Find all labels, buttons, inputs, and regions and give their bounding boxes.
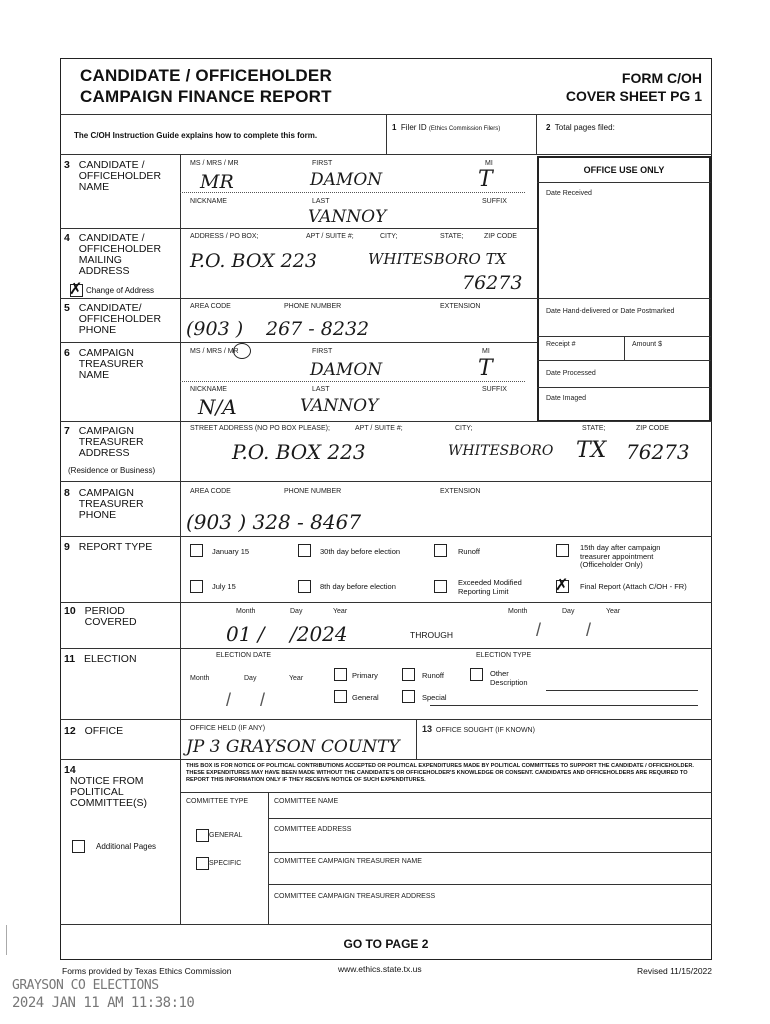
exceeded-limit-label: Exceeded Modified Reporting Limit: [458, 578, 522, 596]
specific-committee-label: SPECIFIC: [209, 860, 242, 867]
8th-day-checkbox[interactable]: [298, 580, 311, 593]
jan15-checkbox[interactable]: [190, 544, 203, 557]
committee-address-label: COMMITTEE ADDRESS: [274, 826, 352, 833]
filer-id-sub: (Ethics Commission Filers): [428, 126, 501, 132]
office-sought-text: OFFICE SOUGHT (IF KNOWN): [435, 727, 535, 734]
s10-to-year-label: Year: [606, 608, 621, 615]
s4-city-state-value: WHITESBORO TX: [368, 250, 507, 268]
total-pages-num: 2: [546, 123, 551, 132]
s5-phone-label: PHONE NUMBER: [284, 303, 342, 310]
election-date-label: ELECTION DATE: [216, 652, 272, 659]
office-sought-label: [422, 724, 535, 734]
s3-first-value: DAMON: [310, 170, 383, 190]
30th-day-checkbox[interactable]: [298, 544, 311, 557]
section-9-text: REPORT TYPE: [78, 541, 153, 553]
additional-pages-label: Additional Pages: [96, 842, 157, 851]
section-5-label: [64, 303, 176, 336]
imaged-label: Date Imaged: [546, 395, 587, 402]
s7-zip-label: ZIP CODE: [636, 425, 669, 432]
form-title-line1: CANDIDATE / OFFICEHOLDER: [80, 66, 332, 85]
footer-revised: Revised 11/15/2022: [637, 966, 712, 976]
s6-first-value: DAMON: [310, 360, 383, 380]
30th-day-label: 30th day before election: [320, 547, 401, 556]
receipt-label: Receipt #: [546, 341, 576, 348]
s10-from-year-label: Year: [333, 608, 348, 615]
s3-mi-label: MI: [485, 160, 493, 167]
special-election-label: Special: [422, 693, 447, 702]
section-4-num: 4: [64, 232, 70, 244]
s4-zip-label: ZIP CODE: [484, 233, 517, 240]
runoff-report-label: Runoff: [458, 547, 480, 556]
s11-year-label: Year: [289, 675, 304, 682]
s11-slash-1: /: [226, 690, 232, 710]
section-12-text: OFFICE: [84, 725, 124, 737]
footer-url: www.ethics.state.tx.us: [338, 964, 422, 974]
instruction-text: The C/OH Instruction Guide explains how to complete this form.: [74, 131, 318, 140]
s7-state-value: TX: [576, 438, 607, 463]
s5-ext-label: EXTENSION: [440, 303, 481, 310]
section-14-num: 14: [64, 764, 76, 776]
filer-id-text: Filer ID: [400, 123, 427, 132]
office-use-title: OFFICE USE ONLY: [583, 165, 665, 175]
change-of-address-label: Change of Address: [86, 286, 155, 295]
received-stamp-line2: 2024 JAN 11 AM 11:38:10: [12, 995, 195, 1011]
s7-apt-label: APT / SUITE #;: [355, 425, 403, 432]
s7-sub-label: (Residence or Business): [68, 466, 156, 475]
s3-prefix-value: MR: [200, 171, 234, 193]
s3-first-label: FIRST: [312, 160, 333, 167]
section-7-text: CAMPAIGN TREASURER ADDRESS: [78, 425, 144, 459]
section-5-num: 5: [64, 302, 70, 314]
primary-label: Primary: [352, 671, 378, 680]
specific-committee-checkbox[interactable]: [196, 857, 209, 870]
section-6-label: [64, 348, 176, 381]
jul15-label: July 15: [212, 582, 236, 591]
section-10-num: 10: [64, 605, 76, 617]
hand-delivered-label: Date Hand-delivered or Date Postmarked: [546, 308, 675, 315]
s6-nickname-value: N/A: [198, 395, 237, 419]
s11-slash-2: /: [260, 690, 266, 710]
s3-last-value: VANNOY: [308, 207, 387, 227]
section-8-label: [64, 488, 176, 521]
s5-area-label: AREA CODE: [190, 303, 231, 310]
form-title-line2: CAMPAIGN FINANCE REPORT: [80, 87, 332, 106]
total-pages-label: [546, 123, 615, 132]
s7-address-value: P.O. BOX 223: [232, 440, 366, 464]
s3-last-label: LAST: [312, 198, 330, 205]
section-5-text: CANDIDATE/ OFFICEHOLDER PHONE: [78, 302, 162, 336]
s7-zip-value: 76273: [626, 440, 690, 464]
s8-ext-label: EXTENSION: [440, 488, 481, 495]
s6-last-label: LAST: [312, 386, 330, 393]
through-label: THROUGH: [410, 630, 453, 640]
s4-state-label: STATE;: [440, 233, 464, 240]
15th-day-label: 15th day after campaign treasurer appointment (Officeholder Only): [580, 543, 661, 569]
s7-city-value: WHITESBORO: [448, 443, 554, 459]
section-11-num: 11: [64, 653, 76, 665]
s5-area-value: (903 ): [186, 318, 244, 340]
primary-checkbox[interactable]: [334, 668, 347, 681]
election-type-label: ELECTION TYPE: [476, 652, 532, 659]
office-held-value: JP 3 GRAYSON COUNTY: [186, 737, 400, 757]
s11-day-label: Day: [244, 675, 257, 682]
general-election-checkbox[interactable]: [334, 690, 347, 703]
s6-first-label: FIRST: [312, 348, 333, 355]
15th-day-checkbox[interactable]: [556, 544, 569, 557]
office-held-label: OFFICE HELD (IF ANY): [190, 725, 266, 732]
section-8-num: 8: [64, 487, 70, 499]
s4-city-label: CITY;: [380, 233, 398, 240]
section-14-text: NOTICE FROM POLITICAL COMMITTEE(S): [70, 775, 147, 809]
date-received-label: Date Received: [546, 190, 592, 197]
runoff-election-label: Runoff: [422, 671, 444, 680]
s8-phone-label: PHONE NUMBER: [284, 488, 342, 495]
exceeded-limit-checkbox[interactable]: [434, 580, 447, 593]
footer-provider: Forms provided by Texas Ethics Commission: [62, 966, 232, 976]
committee-treasurer-label: COMMITTEE CAMPAIGN TREASURER NAME: [274, 858, 422, 865]
runoff-election-checkbox[interactable]: [402, 668, 415, 681]
s4-address-label: ADDRESS / PO BOX;: [190, 233, 259, 240]
general-election-label: General: [352, 693, 379, 702]
section-9-label: [64, 542, 176, 553]
general-committee-checkbox[interactable]: [196, 829, 209, 842]
section-4-text: CANDIDATE / OFFICEHOLDER MAILING ADDRESS: [78, 232, 162, 277]
other-label: Other Description: [490, 669, 528, 687]
s10-to-slash-1: /: [536, 620, 542, 640]
s4-apt-label: APT / SUITE #;: [306, 233, 354, 240]
s7-state-label: STATE;: [582, 425, 606, 432]
s6-mr-circle: [233, 343, 251, 359]
section-10-text: PERIOD COVERED: [84, 605, 137, 628]
other-checkbox[interactable]: [470, 668, 483, 681]
s10-to-month-label: Month: [508, 608, 528, 615]
s3-nickname-label: NICKNAME: [190, 198, 227, 205]
amount-label: Amount $: [632, 341, 662, 348]
s6-mi-label: MI: [482, 348, 490, 355]
s10-from-day-label: Day: [290, 608, 303, 615]
s8-area-label: AREA CODE: [190, 488, 231, 495]
s6-nickname-label: NICKNAME: [190, 386, 227, 393]
section-7-num: 7: [64, 425, 70, 437]
s3-suffix-label: SUFFIX: [482, 198, 507, 205]
section-14-label: [64, 765, 176, 809]
jan15-label: January 15: [212, 547, 250, 556]
s7-city-label: CITY;: [455, 425, 473, 432]
s10-from-date-value: 01 / /2024: [226, 622, 348, 646]
s6-mi-value: T: [478, 356, 493, 381]
jul15-checkbox[interactable]: [190, 580, 203, 593]
s10-to-slash-2: /: [586, 620, 592, 640]
committee-name-label: COMMITTEE NAME: [274, 798, 339, 805]
s6-prefix-label: MS / MRS / MR: [190, 348, 239, 355]
processed-label: Date Processed: [546, 370, 596, 377]
additional-pages-checkbox[interactable]: [72, 840, 85, 853]
s11-month-label: Month: [190, 675, 210, 682]
received-stamp-line1: GRAYSON CO ELECTIONS: [12, 978, 159, 993]
section-8-text: CAMPAIGN TREASURER PHONE: [78, 487, 144, 521]
committee-notice-text: THIS BOX IS FOR NOTICE OF POLITICAL CONTRIBUTIONS ACCEPTED OR POLITICAL EXPENDITURES MADE BY POLITICAL COMMITTEES TO SUPPORT THE CANDIDATE / OFFICEHOLDER. THESE EXPENDITURES MAY HAVE BEEN MADE WITHOUT THE CANDIDATE'S OR OFFICEHOLDER'S KNOWLEDGE OR CONSENT. CANDIDATES AND OFFICEHOLDERS ARE REQUIRED TO REPORT THIS INFORMATION ONLY IF THEY RECEIVE NOTICE OF SUCH EXPENDITURES.: [186, 763, 694, 783]
s4-address-value: P.O. BOX 223: [190, 250, 317, 272]
form-page: COVER SHEET PG 1: [565, 88, 702, 104]
section-12-label: [64, 726, 176, 737]
section-6-num: 6: [64, 347, 70, 359]
runoff-report-checkbox[interactable]: [434, 544, 447, 557]
total-pages-text: Total pages filed:: [554, 123, 615, 132]
change-of-address-check-mark: ✗: [69, 281, 83, 298]
8th-day-label: 8th day before election: [320, 582, 396, 591]
s10-to-day-label: Day: [562, 608, 575, 615]
go-to-page-2: GO TO PAGE 2: [343, 937, 429, 951]
committee-type-label: COMMITTEE TYPE: [186, 798, 249, 805]
s10-from-month-label: Month: [236, 608, 256, 615]
s6-suffix-label: SUFFIX: [482, 386, 507, 393]
section-11-text: ELECTION: [84, 653, 137, 665]
section-3-label: [64, 160, 176, 193]
s7-address-label: STREET ADDRESS (NO PO BOX PLEASE);: [190, 425, 330, 432]
special-election-checkbox[interactable]: [402, 690, 415, 703]
s6-last-value: VANNOY: [300, 396, 379, 416]
s3-mi-value: T: [478, 167, 493, 192]
section-6-text: CAMPAIGN TREASURER NAME: [78, 347, 144, 381]
filer-id-label: [392, 123, 500, 132]
section-10-label: [64, 606, 176, 628]
s8-phone-value: (903 ) 328 - 8467: [186, 510, 362, 534]
committee-treasurer-address-label: COMMITTEE CAMPAIGN TREASURER ADDRESS: [274, 893, 436, 900]
section-4-label: [64, 233, 176, 277]
section-13-num: 13: [422, 724, 433, 734]
section-12-num: 12: [64, 725, 76, 737]
section-3-text: CANDIDATE / OFFICEHOLDER NAME: [78, 159, 162, 193]
general-committee-label: GENERAL: [209, 832, 243, 839]
s4-zip-value: 76273: [462, 272, 523, 294]
final-report-check-mark: ✗: [555, 577, 569, 594]
form-id: FORM C/OH: [621, 70, 702, 86]
section-11-label: [64, 654, 176, 665]
filer-id-num: 1: [392, 123, 397, 132]
s3-prefix-label: MS / MRS / MR: [190, 160, 239, 167]
section-9-num: 9: [64, 541, 70, 553]
section-7-label: [64, 426, 176, 459]
s5-phone-value: 267 - 8232: [266, 318, 370, 340]
final-report-label: Final Report (Attach C/OH - FR): [580, 582, 687, 591]
section-3-num: 3: [64, 159, 70, 171]
